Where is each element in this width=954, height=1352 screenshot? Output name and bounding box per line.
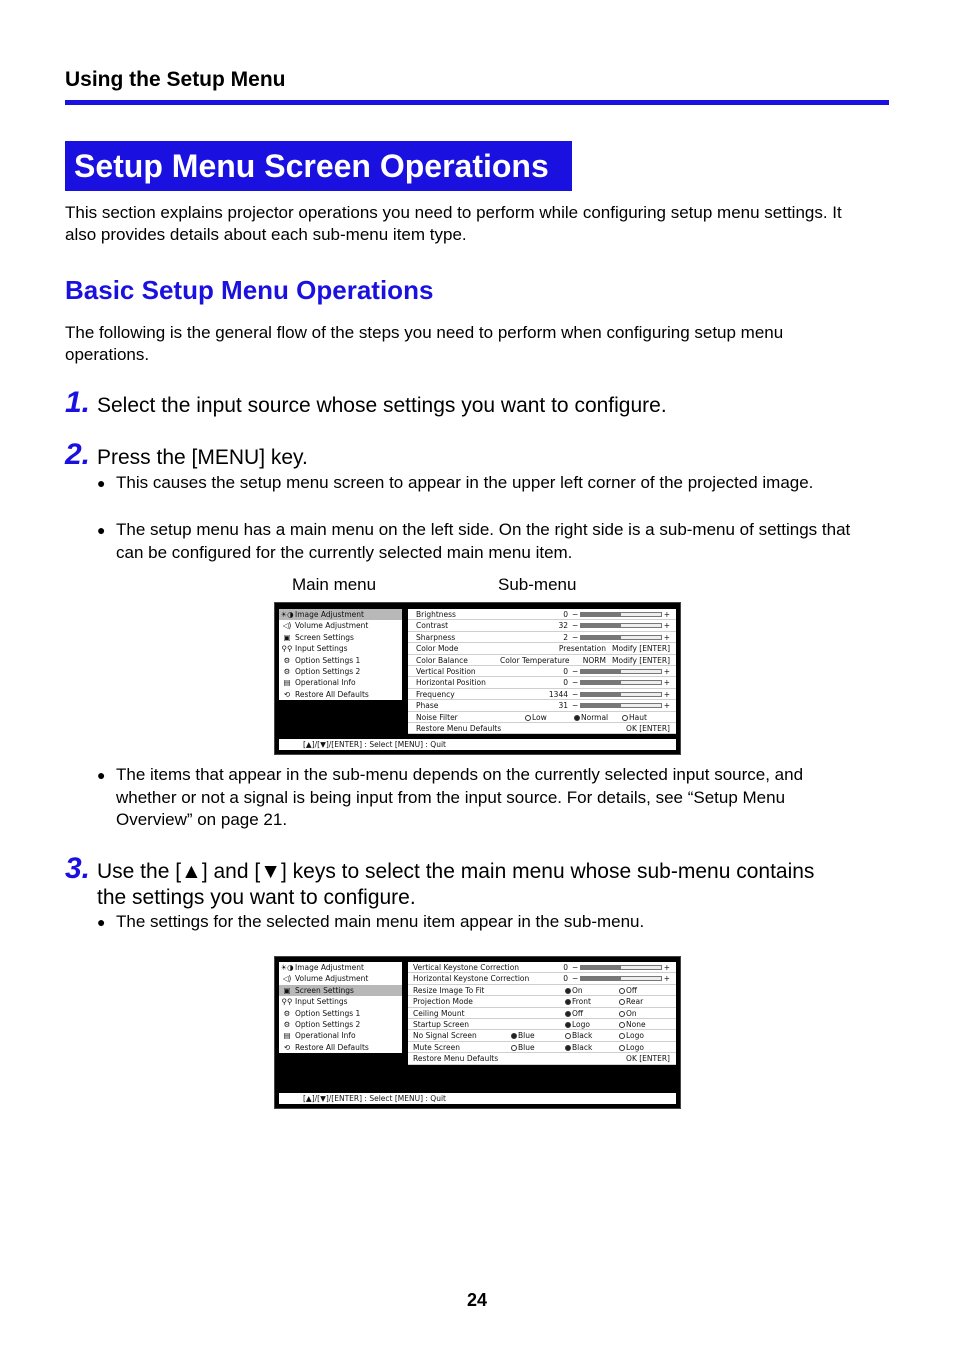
option-label: Haut — [629, 712, 647, 722]
slider-fill — [581, 624, 621, 627]
caption-sub-menu: Sub-menu — [498, 575, 577, 594]
minus-icon: − — [572, 963, 579, 972]
screen-icon: ▣ — [283, 985, 291, 995]
menu-label: Screen Settings — [295, 985, 354, 995]
running-header: Using the Setup Menu — [65, 68, 286, 91]
radio-icon — [619, 988, 625, 994]
image-adjustment-icon: ☀◑ — [280, 963, 294, 972]
radio-option[interactable] — [565, 1030, 592, 1041]
section-title: Basic Setup Menu Operations — [65, 275, 434, 305]
option-label: Front — [572, 997, 591, 1007]
sub-menu-row-vertical-position[interactable] — [408, 666, 676, 677]
menu-label: Option Settings 1 — [295, 655, 361, 665]
radio-icon — [619, 1011, 625, 1017]
option-icon: ⚙ — [283, 1008, 291, 1018]
bullet-item — [97, 764, 857, 832]
plus-icon: + — [663, 621, 670, 631]
radio-icon — [525, 715, 531, 721]
radio-selected-icon — [511, 1033, 517, 1039]
row-label: Horizontal Keystone Correction — [413, 974, 530, 984]
menu-label: Input Settings — [295, 644, 348, 654]
sub-menu-row-sharpness[interactable] — [408, 632, 676, 643]
bullet-icon: ● — [97, 522, 106, 538]
radio-option[interactable] — [511, 1030, 535, 1041]
option-label: Logo — [626, 1031, 644, 1041]
restore-icon: ⟲ — [283, 689, 291, 699]
main-menu-item[interactable] — [279, 962, 402, 973]
slider-fill — [581, 966, 621, 969]
slider-bar[interactable] — [580, 635, 662, 640]
plus-icon: + — [663, 701, 670, 711]
row-label: Resize Image To Fit — [413, 985, 485, 995]
radio-option[interactable] — [565, 996, 591, 1007]
menu-label: Image Adjustment — [295, 963, 364, 972]
sub-menu-row-color-balance[interactable] — [408, 655, 676, 666]
row-value: 2 — [563, 632, 568, 642]
minus-icon: − — [572, 974, 579, 984]
minus-icon: − — [572, 632, 579, 642]
radio-selected-icon — [574, 715, 580, 721]
sub-menu — [408, 962, 676, 1065]
bullet-icon: ● — [97, 914, 106, 930]
option-label: Black — [572, 1031, 593, 1041]
step-text-2: Press the [MENU] key. — [97, 446, 308, 469]
menu-label: Image Adjustment — [295, 610, 364, 619]
step-number-2: 2. — [65, 438, 91, 471]
row-value: 1344 — [548, 689, 568, 699]
main-menu-item[interactable] — [279, 1030, 402, 1041]
row-label: Color Mode — [416, 644, 459, 654]
sub-menu-row-startup-screen[interactable] — [408, 1019, 676, 1030]
sub-menu-row-horizontal-keystone[interactable] — [408, 973, 676, 984]
menu-label: Operational Info — [295, 678, 356, 688]
radio-icon — [619, 1033, 625, 1039]
volume-icon: ◁) — [282, 974, 292, 984]
row-label: Horizontal Position — [416, 678, 486, 688]
bullet-icon: ● — [97, 767, 106, 783]
sub-menu-row-phase[interactable] — [408, 700, 676, 711]
ok-action[interactable]: OK [ENTER] — [626, 1054, 670, 1064]
radio-option[interactable] — [619, 985, 637, 996]
slider-fill — [581, 636, 621, 639]
main-menu-item[interactable] — [279, 643, 402, 654]
sub-menu-row-vertical-keystone[interactable] — [408, 962, 676, 973]
main-menu-item[interactable] — [279, 655, 402, 666]
slider-fill — [581, 670, 621, 673]
sub-menu-row-restore-defaults[interactable] — [408, 1053, 676, 1064]
menu-label: Volume Adjustment — [295, 974, 369, 984]
plus-icon: + — [663, 963, 670, 972]
main-menu-item[interactable] — [279, 996, 402, 1007]
radio-option[interactable] — [565, 1019, 590, 1030]
radio-option[interactable] — [525, 712, 547, 723]
radio-icon — [565, 1033, 571, 1039]
slider-bar[interactable] — [580, 680, 662, 685]
row-label: Contrast — [416, 621, 449, 631]
bullet-item — [97, 472, 857, 495]
minus-icon: − — [572, 610, 579, 619]
row-label: Restore Menu Defaults — [416, 723, 502, 733]
caption-main-menu: Main menu — [292, 575, 377, 594]
radio-option[interactable] — [619, 996, 643, 1007]
row-sub-label: Color Temperature — [500, 655, 570, 665]
radio-icon — [619, 1022, 625, 1028]
radio-option[interactable] — [619, 1030, 644, 1041]
main-menu-item[interactable] — [279, 1042, 402, 1053]
row-value: Presentation — [558, 644, 606, 654]
radio-option[interactable] — [511, 1042, 535, 1053]
row-label: Noise Filter — [416, 712, 458, 722]
sub-menu-row-brightness[interactable] — [408, 609, 676, 620]
option-label: Logo — [626, 1042, 644, 1052]
sub-menu-row-no-signal-screen[interactable] — [408, 1030, 676, 1041]
plus-icon: + — [663, 632, 670, 642]
image-adjustment-icon: ☀◑ — [280, 610, 294, 619]
setup-menu-screenshot-1 — [274, 602, 681, 755]
bullet-item — [97, 519, 857, 564]
slider-fill — [581, 613, 621, 616]
radio-icon — [619, 1045, 625, 1051]
restore-icon: ⟲ — [283, 1042, 291, 1052]
volume-icon: ◁) — [282, 621, 292, 631]
screen-icon: ▣ — [283, 632, 291, 642]
sub-menu-row-contrast[interactable] — [408, 620, 676, 631]
page-number: 24 — [466, 1290, 488, 1310]
minus-icon: − — [572, 666, 579, 676]
row-label: Ceiling Mount — [413, 1008, 465, 1018]
input-icon: ⚲⚲ — [281, 644, 293, 654]
option-label: On — [626, 1008, 637, 1018]
option-label: Off — [572, 1008, 584, 1018]
bullet-text: The settings for the selected main menu item appear in the sub-menu. — [116, 912, 645, 931]
option-label: Blue — [518, 1042, 535, 1052]
option-label: Off — [626, 985, 638, 995]
main-menu — [279, 609, 402, 700]
menu-label: Volume Adjustment — [295, 621, 369, 631]
info-icon: ▤ — [283, 1031, 291, 1041]
main-menu-item[interactable] — [279, 1019, 402, 1030]
sub-menu-row-resize-image[interactable] — [408, 985, 676, 996]
slider-bar[interactable] — [580, 976, 662, 981]
slider-fill — [581, 977, 621, 980]
main-menu-item[interactable] — [279, 609, 402, 620]
row-value: 0 — [563, 610, 568, 619]
minus-icon: − — [572, 689, 579, 699]
step-number-3: 3. — [65, 852, 91, 885]
section-paragraph: The following is the general flow of the steps you need to perform when configuring setup menu operations. — [65, 323, 784, 364]
row-value: 0 — [563, 963, 568, 972]
main-menu — [279, 962, 402, 1053]
sub-menu — [408, 609, 676, 734]
option-label: Rear — [626, 997, 644, 1007]
input-icon: ⚲⚲ — [281, 997, 293, 1007]
slider-bar[interactable] — [580, 965, 662, 970]
radio-selected-icon — [565, 999, 571, 1005]
menu-label: Option Settings 1 — [295, 1008, 361, 1018]
radio-option[interactable] — [565, 985, 583, 996]
help-bar: [▲]/[▼]/[ENTER] : Select [MENU] : Quit — [279, 1093, 676, 1104]
setup-menu-screenshot-2 — [274, 956, 681, 1109]
bullet-icon: ● — [97, 475, 106, 491]
main-menu-item[interactable] — [279, 1008, 402, 1019]
option-label: Black — [572, 1042, 593, 1052]
radio-option[interactable] — [565, 1008, 583, 1019]
radio-option[interactable] — [565, 1042, 592, 1053]
row-label: Brightness — [416, 610, 456, 619]
radio-selected-icon — [565, 1045, 571, 1051]
row-label: Frequency — [416, 689, 455, 699]
menu-label: Screen Settings — [295, 632, 354, 642]
slider-fill — [581, 693, 621, 696]
sub-menu-row-noise-filter[interactable] — [408, 712, 676, 723]
bullet-text: The setup menu has a main menu on the left side. On the right side is a sub-menu of settings that can be configured for the currently selected main menu item. — [116, 520, 851, 562]
slider-bar[interactable] — [580, 692, 662, 697]
step-text-3: Use the [▲] and [▼] keys to select the main menu whose sub-menu contains the settings you want to configure. — [97, 860, 815, 909]
menu-label: Restore All Defaults — [295, 1042, 369, 1052]
plus-icon: + — [663, 610, 670, 619]
option-label: On — [572, 985, 583, 995]
row-value: 0 — [563, 974, 568, 984]
bullet-text: The items that appear in the sub-menu depends on the currently selected input source, and whether or not a signal is being input from the input source. For details, see “Setup Menu Overview” on page 21. — [116, 765, 804, 829]
main-menu-item[interactable] — [279, 620, 402, 631]
radio-option[interactable] — [619, 1042, 644, 1053]
ok-action[interactable]: OK [ENTER] — [626, 723, 670, 733]
modify-action[interactable]: Modify [ENTER] — [612, 655, 670, 665]
page-title: Setup Menu Screen Operations — [65, 141, 572, 191]
row-label: No Signal Screen — [413, 1031, 477, 1041]
option-icon: ⚙ — [283, 666, 291, 676]
row-value: 0 — [563, 666, 568, 676]
radio-option[interactable] — [622, 712, 647, 723]
row-value: 32 — [558, 621, 568, 631]
option-label: Low — [532, 712, 547, 722]
main-menu-item[interactable] — [279, 666, 402, 677]
main-menu-item[interactable] — [279, 689, 402, 700]
minus-icon: − — [572, 678, 579, 688]
main-menu-item[interactable] — [279, 985, 402, 996]
sub-menu-row-color-mode[interactable] — [408, 643, 676, 654]
row-value: 31 — [558, 701, 568, 711]
menu-label: Input Settings — [295, 997, 348, 1007]
slider-bar[interactable] — [580, 612, 662, 617]
option-icon: ⚙ — [283, 1019, 291, 1029]
row-label: Startup Screen — [413, 1019, 470, 1029]
slider-bar[interactable] — [580, 703, 662, 708]
slider-bar[interactable] — [580, 669, 662, 674]
radio-selected-icon — [565, 1022, 571, 1028]
step-text-1: Select the input source whose settings you want to configure. — [97, 394, 667, 417]
row-label: Vertical Position — [416, 666, 476, 676]
option-label: Normal — [581, 712, 609, 722]
row-value: 0 — [563, 678, 568, 688]
option-label: Logo — [572, 1019, 590, 1029]
radio-icon — [511, 1045, 517, 1051]
minus-icon: − — [572, 701, 579, 711]
slider-bar[interactable] — [580, 623, 662, 628]
option-icon: ⚙ — [283, 655, 291, 665]
bullet-text: This causes the setup menu screen to appear in the upper left corner of the projected image. — [116, 473, 814, 492]
radio-option[interactable] — [619, 1008, 637, 1019]
plus-icon: + — [663, 689, 670, 699]
option-label: Blue — [518, 1031, 535, 1041]
modify-action[interactable]: Modify [ENTER] — [612, 644, 670, 654]
intro-paragraph: This section explains projector operations you need to perform while configuring setup menu settings. It also provides details about each sub-menu item type. — [65, 203, 842, 244]
sub-menu-row-mute-screen[interactable] — [408, 1042, 676, 1053]
slider-fill — [581, 681, 621, 684]
menu-label: Option Settings 2 — [295, 666, 361, 676]
row-label: Sharpness — [416, 632, 456, 642]
main-menu-item[interactable] — [279, 677, 402, 688]
sub-menu-row-ceiling-mount[interactable] — [408, 1008, 676, 1019]
help-bar: [▲]/[▼]/[ENTER] : Select [MENU] : Quit — [279, 739, 676, 750]
info-icon: ▤ — [283, 678, 291, 688]
radio-selected-icon — [565, 988, 571, 994]
radio-icon — [622, 715, 628, 721]
row-label: Vertical Keystone Correction — [413, 963, 520, 972]
main-menu-item[interactable] — [279, 632, 402, 643]
slider-fill — [581, 704, 621, 707]
plus-icon: + — [663, 974, 670, 984]
row-label: Restore Menu Defaults — [413, 1054, 499, 1064]
plus-icon: + — [663, 678, 670, 688]
menu-label: Restore All Defaults — [295, 689, 369, 699]
minus-icon: − — [572, 621, 579, 631]
row-label: Projection Mode — [413, 997, 473, 1007]
sub-menu-row-restore-defaults[interactable] — [408, 723, 676, 734]
menu-label: Operational Info — [295, 1031, 356, 1041]
sub-menu-row-projection-mode[interactable] — [408, 996, 676, 1007]
row-value: NORM — [582, 655, 606, 665]
radio-selected-icon — [565, 1011, 571, 1017]
radio-option[interactable] — [619, 1019, 646, 1030]
sub-menu-row-frequency[interactable] — [408, 689, 676, 700]
radio-option[interactable] — [574, 712, 608, 723]
menu-label: Option Settings 2 — [295, 1019, 361, 1029]
main-menu-item[interactable] — [279, 973, 402, 984]
row-label: Phase — [416, 701, 439, 711]
option-label: None — [626, 1019, 646, 1029]
row-label: Color Balance — [416, 655, 468, 665]
header-rule — [65, 100, 889, 105]
radio-icon — [619, 999, 625, 1005]
row-label: Mute Screen — [413, 1042, 460, 1052]
bullet-item — [97, 911, 857, 934]
step-number-1: 1. — [65, 386, 91, 419]
sub-menu-row-horizontal-position[interactable] — [408, 677, 676, 688]
plus-icon: + — [663, 666, 670, 676]
